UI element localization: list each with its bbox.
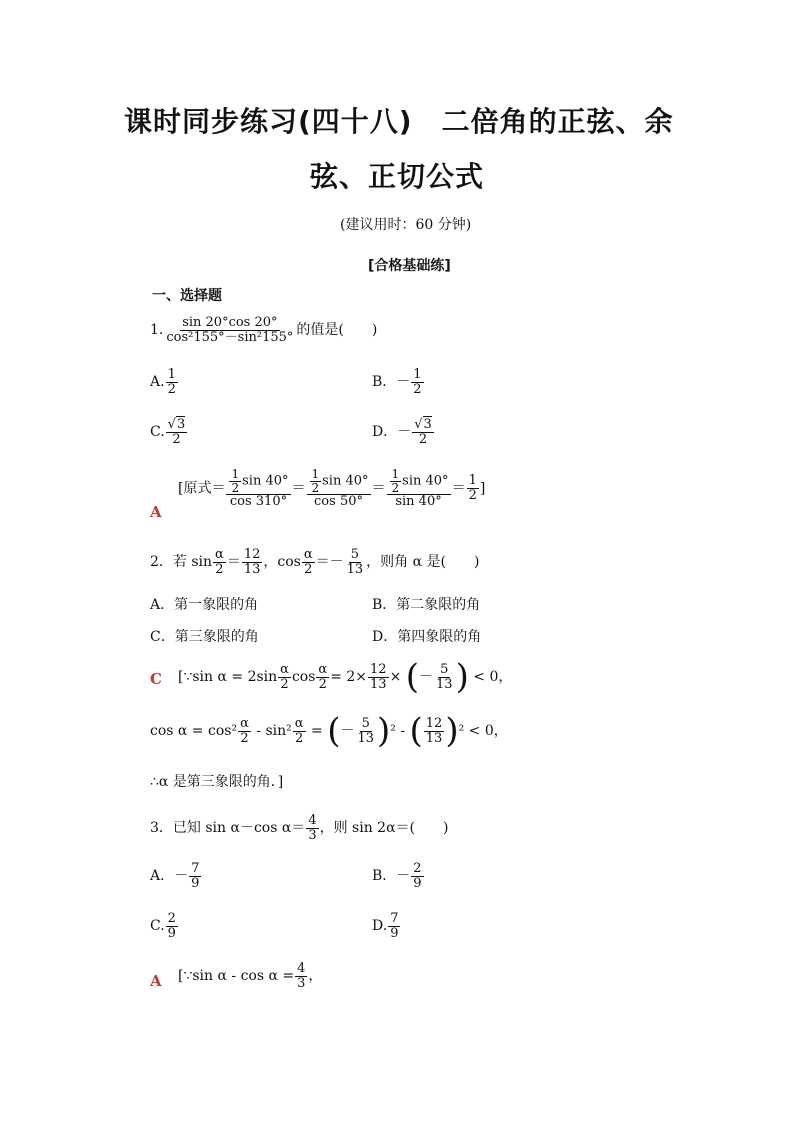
q3-option-c: C. $\frac{2}{9}$: [150, 911, 176, 941]
q3-solution: [∵sin α - cos α = $\frac{4}{3}$ ，: [178, 961, 323, 991]
q1-solution: [原式＝ $\frac{1}{2}$ sin 40° cos 310° ＝ $\frac{1}{2}$ sin 40° cos 50° ＝ $\frac{1}{2}$ sin 40° sin 40° ＝ $\frac{1}{2}$ ]: [178, 467, 486, 510]
question-1: 1. $\frac{\sin 20^\circ\cos 20^\circ}{\text{cos²155°－sin²155°}}$ 的值是( ): [150, 315, 378, 345]
time-hint: (建议用时：60 分钟): [340, 217, 472, 233]
q2-option-a: A．第一象限的角: [150, 597, 259, 613]
title-line-2: 弦、正切公式: [310, 160, 485, 193]
section-heading: 一、选择题: [152, 288, 222, 304]
q1-option-a: A. $\frac{1}{2}$: [150, 367, 176, 397]
q2-option-b: B．第二象限的角: [372, 597, 481, 613]
q1-answer: A: [150, 503, 162, 521]
q2-option-c: C．第三象限的角: [150, 629, 259, 645]
question-2: 2．若 sin $\frac{\alpha}{2}$ ＝ $\frac{12}{13}$ ，cos $\frac{\alpha}{2}$ ＝－ $\frac{5}{13}$ ，则角 α 是( ): [150, 547, 480, 577]
section-bracket: [合格基础练]: [368, 258, 451, 274]
q3-option-a: A．－ $\frac{7}{9}$: [150, 861, 200, 891]
q2-solution-line-2: cos α = cos² $\frac{\alpha}{2}$ - sin² $\frac{\alpha}{2}$ = (－ $\frac{5}{13}$ )² - ( $\frac{12}{13}$ )² < 0，: [150, 711, 508, 751]
q3-option-b: B．－ $\frac{2}{9}$: [372, 861, 422, 891]
q2-solution-line-1: [∵sin α = 2sin $\frac{\alpha}{2}$ cos $\frac{\alpha}{2}$ = 2× $\frac{12}{13}$ × (－ $\frac{5}{13}$ ) < 0，: [178, 657, 513, 697]
q2-answer: C: [150, 670, 162, 688]
q3-answer: A: [150, 972, 162, 990]
q1-option-d: D．－ $\frac{√3}{2}$: [372, 417, 432, 447]
q1-option-b: B．－ $\frac{1}{2}$: [372, 367, 422, 397]
question-3: 3．已知 sin α－cos α＝ $\frac{4}{3}$ ，则 sin 2α＝( ): [150, 813, 449, 843]
q1-fraction: $\frac{\sin 20^\circ\cos 20^\circ}{\text{cos²155°－sin²155°}}$: [166, 315, 294, 345]
q2-option-d: D．第四象限的角: [372, 629, 482, 645]
q1-option-c: C. $\frac{√3}{2}$: [150, 417, 186, 447]
title-line-1: 课时同步练习(四十八) 二倍角的正弦、余: [124, 105, 674, 138]
q3-option-d: D. $\frac{7}{9}$: [372, 911, 399, 941]
q2-solution-line-3: ∴α 是第三象限的角．]: [150, 774, 284, 790]
